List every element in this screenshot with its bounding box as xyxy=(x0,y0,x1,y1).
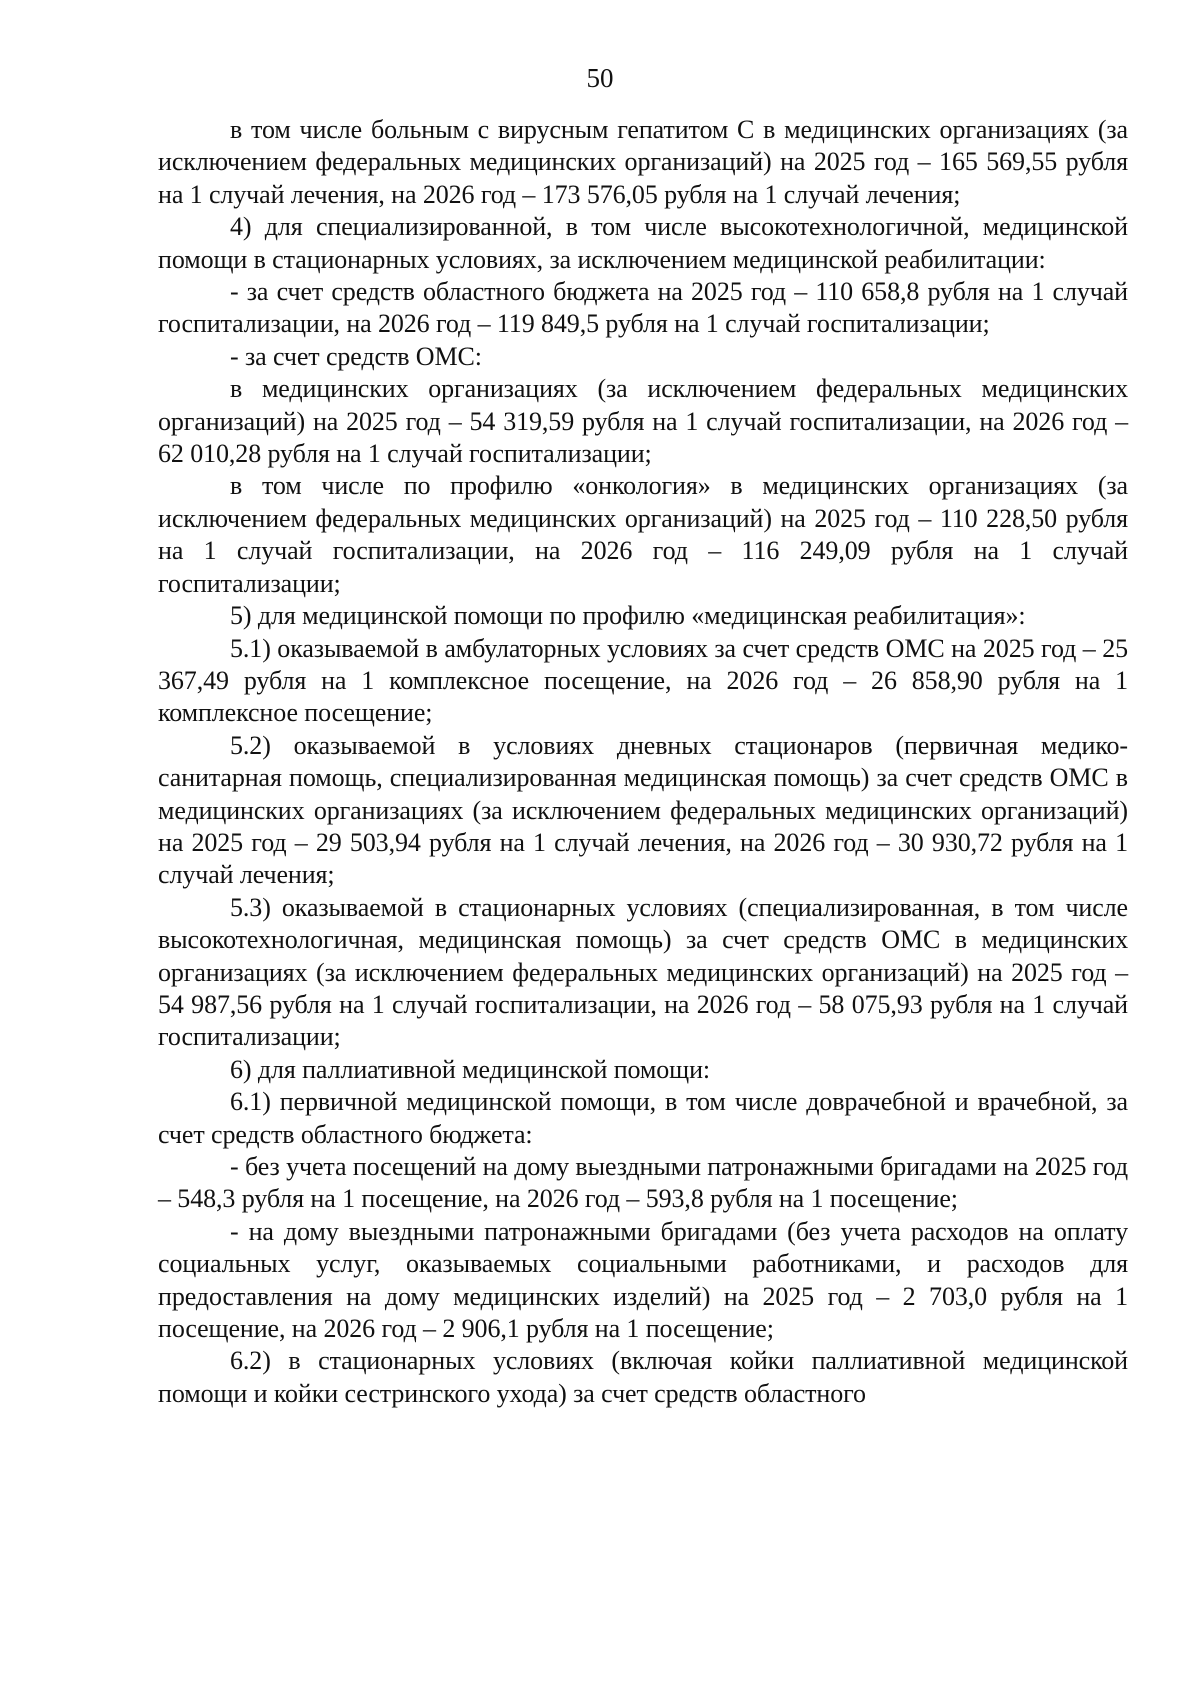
paragraph-rehab-inpatient: 5.3) оказываемой в стационарных условиях (специализированная, в том числе высокотехнологичная, медицинская помощь) за счет средств ОМС в медицинских организациях (за исключением федеральных медицинских организаций) на 2025 год – 54 987,56 рубля на 1 случай госпитализации, на 2026 год – 58 075,93 рубля на 1 случай госпитализации; xyxy=(158,892,1128,1052)
paragraph-home-visits: - на дому выездными патронажными бригадами (без учета расходов на оплату социальных услуг, оказываемых социальными работниками, и расходов для предоставления на дому медицинских изделий) на 2025 год – 2 703,0 рубля на 1 посещение, на 2026 год – 2 906,1 рубля на 1 посещение; xyxy=(158,1216,1128,1344)
paragraph-rehabilitation-heading: 5) для медицинской помощи по профилю «медицинская реабилитация»: xyxy=(230,601,1026,631)
paragraph-without-home-visits: - без учета посещений на дому выездными патронажными бригадами на 2025 год – 548,3 рубля на 1 посещение, на 2026 год – 593,8 рубля на 1 посещение; xyxy=(158,1152,1128,1214)
paragraph-regional-budget: - за счет средств областного бюджета на 2025 год – 110 658,8 рубля на 1 случай госпитализации, на 2026 год – 119 849,5 рубля на 1 случай госпитализации; xyxy=(158,277,1128,339)
document-body xyxy=(158,114,1128,1410)
paragraph-medical-organizations: в медицинских организациях (за исключением федеральных медицинских организаций) на 2025 год – 54 319,59 рубля на 1 случай госпитализации, на 2026 год – 62 010,28 рубля на 1 случай госпитализации; xyxy=(158,374,1128,469)
paragraph-hepatitis-c: в том числе больным с вирусным гепатитом С в медицинских организациях (за исключением федеральных медицинских организаций) на 2025 год – 165 569,55 рубля на 1 случай лечения, на 2026 год – 173 576,05 рубля на 1 случай лечения; xyxy=(158,115,1128,209)
paragraph-palliative-primary: 6.1) первичной медицинской помощи, в том числе доврачебной и врачебной, за счет средств областного бюджета: xyxy=(158,1087,1128,1149)
paragraph-palliative-heading: 6) для паллиативной медицинской помощи: xyxy=(230,1054,711,1084)
paragraph-palliative-inpatient: 6.2) в стационарных условиях (включая койки паллиативной медицинской помощи и койки сестринского ухода) за счет средств областного xyxy=(158,1346,1128,1408)
paragraph-rehab-day-hospital: 5.2) оказываемой в условиях дневных стационаров (первичная медико-санитарная помощь, специализированная медицинская помощь) за счет средств ОМС в медицинских организациях (за исключением федеральных медицинских организаций) на 2025 год – 29 503,94 рубля на 1 случай лечения, на 2026 год – 30 930,72 рубля на 1 случай лечения; xyxy=(158,730,1128,890)
paragraph-rehab-ambulatory: 5.1) оказываемой в амбулаторных условиях за счет средств ОМС на 2025 год – 25 367,49 рубля на 1 комплексное посещение, на 2026 год – 26 858,90 рубля на 1 комплексное посещение; xyxy=(158,633,1128,728)
paragraph-specialized-care: 4) для специализированной, в том числе высокотехнологичной, медицинской помощи в стационарных условиях, за исключением медицинской реабилитации: xyxy=(158,212,1128,274)
page-number: 50 xyxy=(586,63,614,93)
paragraph-oms-heading: - за счет средств ОМС: xyxy=(230,341,482,371)
paragraph-oncology: в том числе по профилю «онкология» в медицинских организациях (за исключением федеральных медицинских организаций) на 2025 год – 110 228,50 рубля на 1 случай госпитализации, на 2026 год – 116 249,09 рубля на 1 случай госпитализации; xyxy=(158,471,1128,598)
